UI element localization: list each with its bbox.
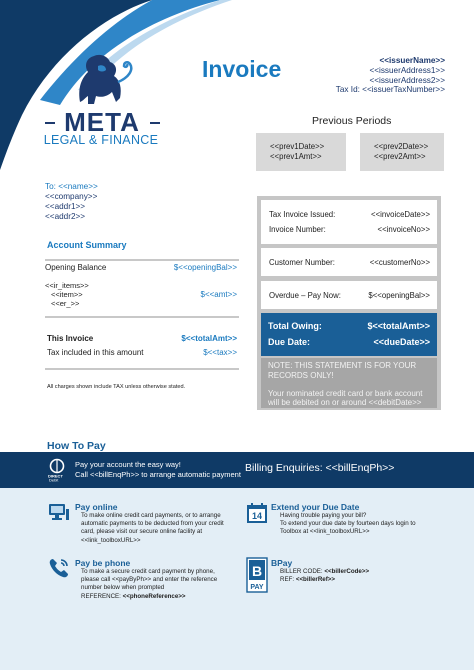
recipient-address [45, 182, 98, 222]
pay-online-body: To make online credit card payments, or to arrange automatic payments to be deducted from your credit card, please visit our secure online facility at <<link_toolboxURL>> [81, 512, 224, 544]
opening-balance-value: $<<openingBal>> [173, 263, 237, 272]
tax-included-value: $<<tax>> [203, 348, 237, 357]
prev1-amount: <<prev1Amt>> [270, 152, 322, 161]
bpay-title: BPay [271, 558, 293, 568]
svg-text:PAY: PAY [250, 584, 264, 591]
invoice-number-label: Invoice Number: [269, 225, 326, 234]
due-date-label: Due Date: [268, 337, 311, 347]
direct-debit-line-1: Pay your account the easy way! [75, 460, 181, 469]
computer-icon [48, 502, 70, 524]
logo-wordmark: META [64, 107, 140, 137]
previous-period-1 [256, 133, 346, 171]
how-to-pay-title: How To Pay [47, 440, 106, 452]
opening-balance-label: Opening Balance [45, 263, 107, 272]
invoice-issued-label: Tax Invoice Issued: [269, 210, 336, 219]
issuer-address2: <<issuerAddress2>> [369, 76, 445, 85]
this-invoice-value: $<<totalAmt>> [181, 334, 237, 343]
issuer-name: <<issuerName>> [379, 56, 445, 65]
divider [45, 259, 239, 261]
recipient-company: <<company>> [45, 192, 98, 201]
total-owing-label: Total Owing: [268, 321, 322, 331]
recipient-addr1: <<addr1>> [45, 202, 86, 211]
recipient-addr2: <<addr2>> [45, 212, 86, 221]
divider [45, 368, 239, 370]
account-summary-title: Account Summary [47, 240, 127, 250]
bpay-body: BILLER CODE: <<billerCode>> REF: <<billerRef>> [280, 568, 370, 584]
overdue-label: Overdue – Pay Now: [269, 291, 341, 300]
calendar-icon [246, 502, 268, 524]
invoice-details-box [261, 200, 437, 244]
this-invoice-label: This Invoice [47, 334, 94, 343]
customer-number-value: <<customerNo>> [369, 258, 430, 267]
tax-included-label: Tax included in this amount [47, 348, 144, 357]
bpay-icon [246, 557, 268, 593]
direct-debit-line-2: Call <<billEnqPh>> to arrange automatic payment [75, 470, 241, 479]
prev1-date: <<prev1Date>> [270, 142, 325, 151]
due-date-value: <<dueDate>> [373, 337, 430, 347]
customer-number-label: Customer Number: [269, 258, 335, 267]
pay-by-phone-title: Pay be phone [75, 558, 131, 568]
extend-due-date-title: Extend your Due Date [271, 502, 360, 512]
prev2-date: <<prev2Date>> [374, 142, 429, 151]
lion-icon [58, 52, 148, 108]
items-end-tag: <<er_>> [51, 299, 80, 308]
issuer-tax-id: Tax Id: <<issuerTaxNumber>> [335, 85, 445, 94]
item-amount: $<<amt>> [200, 290, 237, 299]
note-line-2: RECORDS ONLY! [268, 371, 334, 380]
prev2-amount: <<prev2Amt>> [374, 152, 426, 161]
previous-period-2 [360, 133, 444, 171]
invoice-issued-value: <<invoiceDate>> [371, 210, 430, 219]
divider [45, 316, 239, 318]
total-owing-box [261, 313, 437, 356]
phone-icon [48, 557, 70, 579]
issuer-address1: <<issuerAddress1>> [369, 66, 445, 75]
recipient-name: To: <<name>> [45, 182, 98, 191]
svg-text:B: B [251, 563, 263, 579]
items-start-tag: <<ir_items>> [45, 281, 89, 290]
previous-periods-title: Previous Periods [312, 115, 392, 127]
pay-online-title: Pay online [75, 502, 118, 512]
extend-due-date-body: Having trouble paying your bill? To extend your due date by fourteen days login to Toolbox at <<link_toolboxURL>> [280, 512, 416, 536]
note-line-4: will be debited on or around <<debitDate>> [268, 398, 422, 407]
svg-text:DIRECT: DIRECT [48, 473, 63, 479]
item-tag: <<item>> [51, 290, 83, 299]
pay-by-phone-body: To make a secure credit card payment by phone, please call <<payByPh>> and enter the reference number below when prompted REFERENCE: <<phoneReference>> [81, 568, 218, 600]
logo-subtitle: LEGAL & FINANCE [43, 133, 159, 147]
logo-right-dash [150, 122, 160, 124]
svg-text:Debit: Debit [49, 477, 59, 482]
billing-enquiries: Billing Enquiries: <<billEnqPh>> [245, 462, 395, 474]
svg-text:14: 14 [251, 511, 263, 521]
total-owing-value: $<<totalAmt>> [367, 321, 430, 331]
note-line-1: NOTE: THIS STATEMENT IS FOR YOUR [268, 361, 417, 370]
invoice-number-value: <<invoiceNo>> [377, 225, 430, 234]
note-line-3: Your nominated credit card or bank account [268, 389, 423, 398]
overdue-value: $<<openingBal>> [368, 291, 430, 300]
page-title: Invoice [202, 56, 282, 82]
charges-note: All charges shown include TAX unless otherwise stated. [47, 384, 186, 390]
direct-debit-icon [48, 458, 70, 482]
